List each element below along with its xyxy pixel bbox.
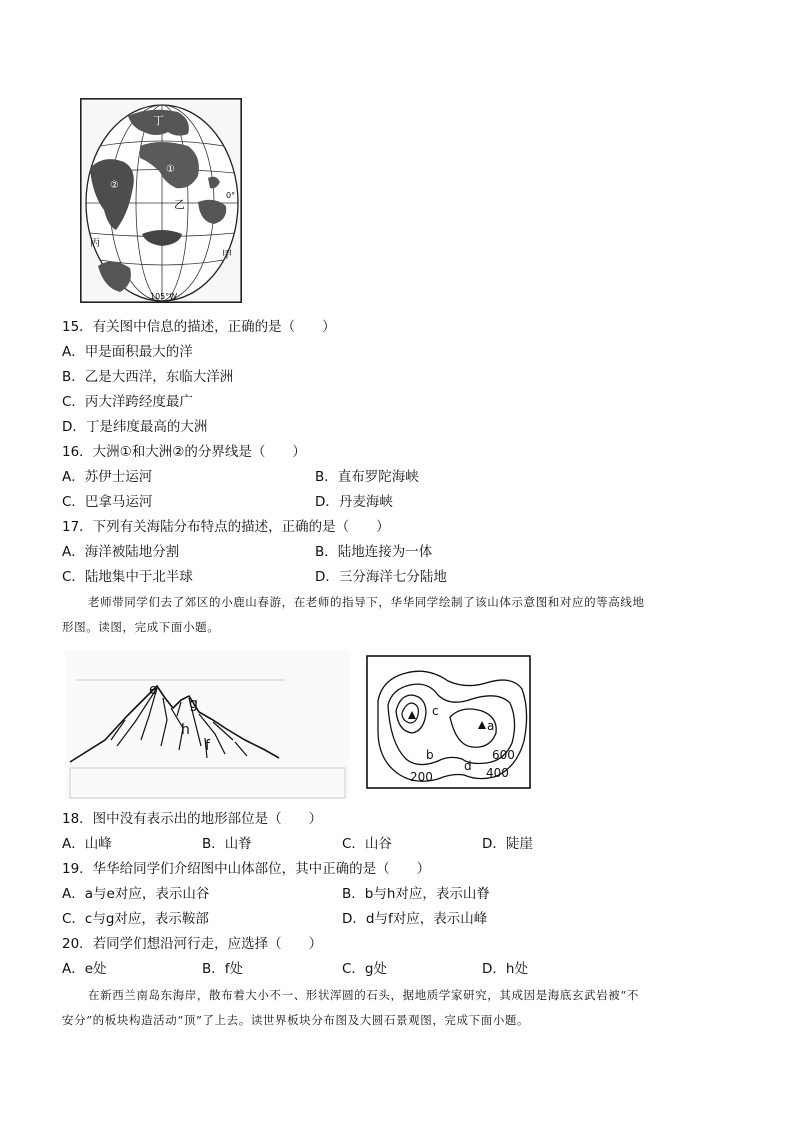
q16-option-c[interactable]: C．巴拿马运河	[62, 494, 153, 510]
mountain-label-g: g	[189, 696, 198, 712]
mountain-label-h: h	[181, 722, 190, 738]
q17-option-a[interactable]: A．海洋被陆地分割	[62, 544, 180, 560]
q20-stem: 20．若同学们想沿河行走，应选择（ ）	[62, 936, 323, 952]
q20-option-d[interactable]: D．h处	[482, 961, 528, 977]
contour-label-200: 200	[410, 770, 433, 784]
q18-option-d[interactable]: D．陡崖	[482, 836, 533, 852]
q17-stem: 17．下列有关海陆分布特点的描述，正确的是（ ）	[62, 519, 390, 535]
q16-stem: 16．大洲①和大洲②的分界线是（ ）	[62, 444, 306, 460]
q15-option-a[interactable]: A．甲是面积最大的洋	[62, 344, 193, 360]
world-map-figure	[80, 98, 242, 303]
q16-option-b[interactable]: B．直布罗陀海峡	[315, 469, 419, 485]
map-label-2: ②	[110, 180, 119, 191]
q20-option-a[interactable]: A．e处	[62, 961, 107, 977]
contour-label-b: b	[426, 748, 434, 762]
contour-map-svg	[366, 655, 531, 789]
map-label-lat0: 0°	[226, 191, 236, 200]
contour-label-600: 600	[492, 748, 515, 762]
intro-paragraph-1	[62, 590, 742, 640]
q18-option-c[interactable]: C．山谷	[342, 836, 392, 852]
map-label-jia: 甲	[222, 250, 232, 261]
q17-option-c[interactable]: C．陆地集中于北半球	[62, 569, 193, 585]
q15-option-b[interactable]: B．乙是大西洋，东临大洋洲	[62, 369, 234, 385]
q20-option-c[interactable]: C．g处	[342, 961, 387, 977]
contour-label-400: 400	[486, 766, 509, 780]
intro2-line1: 在新西兰南岛东海岸，散布着大小不一、形状浑圆的石头，据地质学家研究，其成因是海底玄武岩被“不	[88, 988, 639, 1002]
q19-option-d[interactable]: D．d与f对应，表示山峰	[342, 911, 488, 927]
world-map-svg	[80, 98, 242, 303]
mountain-sketch-figure	[65, 650, 350, 800]
q15-option-c[interactable]: C．丙大洋跨经度最广	[62, 394, 193, 410]
map-label-1: ①	[166, 164, 175, 175]
mountain-label-f: f	[205, 738, 210, 754]
mountain-label-e: e	[149, 682, 158, 698]
q19-option-b[interactable]: B．b与h对应，表示山脊	[342, 886, 490, 902]
q17-option-b[interactable]: B．陆地连接为一体	[315, 544, 433, 560]
intro2-line2: 安分”的板块构造活动“顶”了上去。读世界板块分布图及大圆石景观图，完成下面小题。	[62, 1013, 530, 1027]
map-label-ding: 丁	[153, 114, 164, 127]
q17-option-d[interactable]: D．三分海洋七分陆地	[315, 569, 447, 585]
q19-stem: 19．华华给同学们介绍图中山体部位，其中正确的是（ ）	[62, 861, 431, 877]
q19-option-c[interactable]: C．c与g对应，表示鞍部	[62, 911, 209, 927]
intro-paragraph-2	[62, 983, 742, 1033]
contour-label-d: d	[464, 759, 472, 773]
intro1-line1: 老师带同学们去了郊区的小鹿山春游，在老师的指导下，华华同学绘制了该山体示意图和对应的等高线地	[88, 595, 645, 609]
q15-option-d[interactable]: D．丁是纬度最高的大洲	[62, 419, 208, 435]
q16-option-a[interactable]: A．苏伊士运河	[62, 469, 153, 485]
map-label-bing: 丙	[90, 238, 100, 249]
q18-stem: 18．图中没有表示出的地形部位是（ ）	[62, 811, 323, 827]
map-label-lon: 105°W	[150, 292, 178, 301]
contour-label-a: a	[487, 719, 495, 733]
q19-option-a[interactable]: A．a与e对应，表示山谷	[62, 886, 210, 902]
q15-stem: 15．有关图中信息的描述，正确的是（ ）	[62, 319, 336, 335]
contour-map-figure	[366, 655, 531, 789]
mountain-sketch-svg	[65, 650, 350, 800]
intro1-line2: 形图。读图，完成下面小题。	[62, 620, 220, 634]
q16-option-d[interactable]: D．丹麦海峡	[315, 494, 393, 510]
q18-option-a[interactable]: A．山峰	[62, 836, 112, 852]
contour-label-c: c	[432, 704, 439, 718]
q20-option-b[interactable]: B．f处	[202, 961, 244, 977]
q18-option-b[interactable]: B．山脊	[202, 836, 252, 852]
map-label-yi: 乙	[174, 198, 185, 211]
